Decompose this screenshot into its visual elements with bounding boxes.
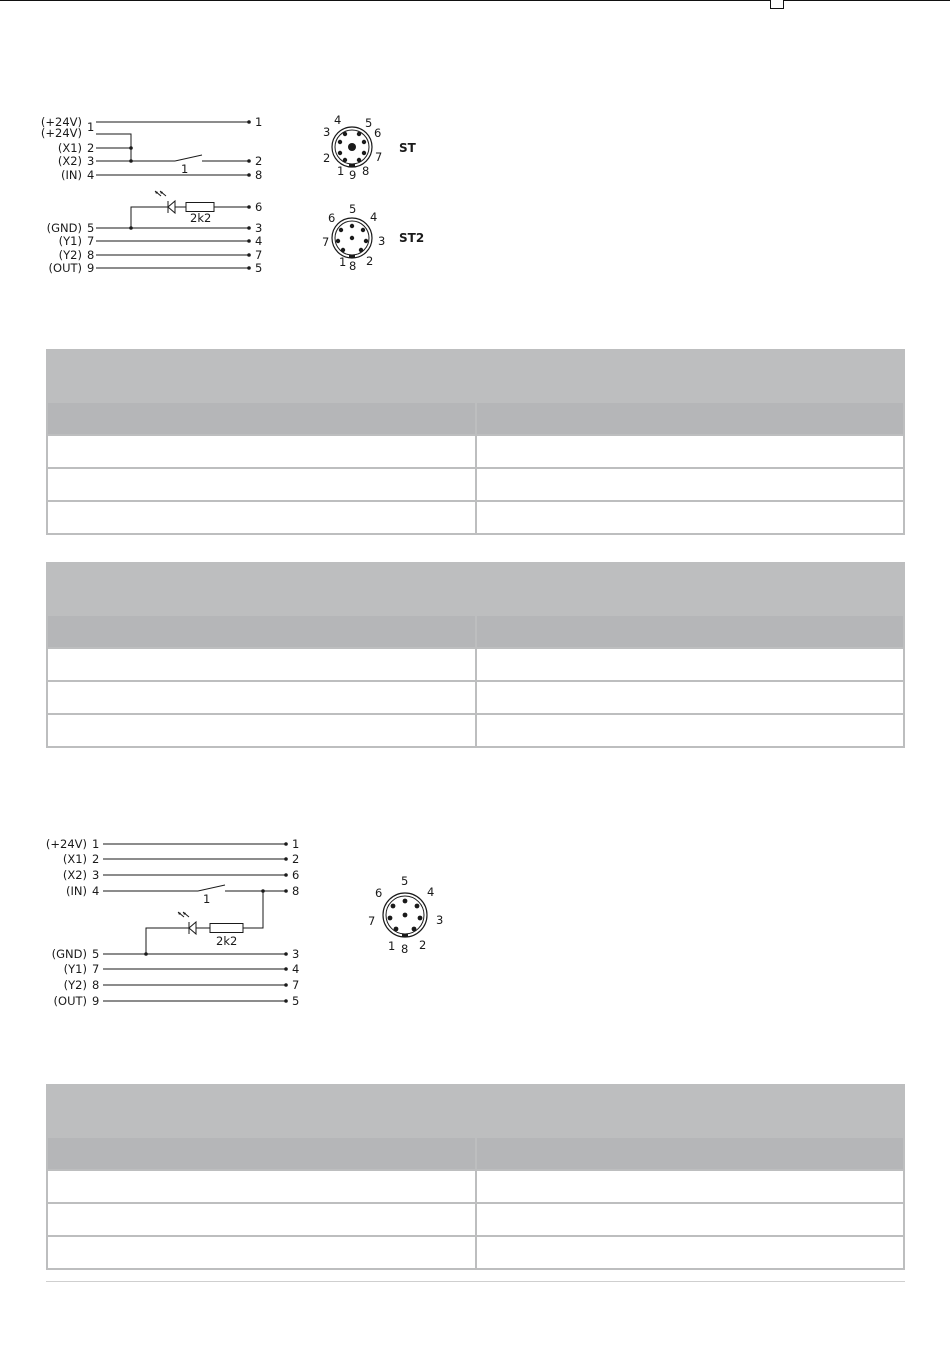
spec-table-3	[46, 1084, 905, 1270]
table-cell	[477, 1204, 903, 1235]
table-title-bar	[48, 1086, 903, 1136]
input-num-8: 8	[92, 978, 100, 992]
table-cell	[477, 682, 903, 713]
input-label-out: (OUT)	[53, 994, 87, 1008]
connector-pin-4: 4	[427, 885, 435, 899]
connector-pin-8: 8	[401, 942, 409, 956]
st2-pin-5: 5	[349, 202, 357, 216]
table-cell	[48, 1204, 475, 1235]
input-label-y2: (Y2)	[63, 978, 87, 992]
output-num-5: 5	[292, 994, 300, 1008]
input-num-4: 4	[92, 884, 100, 898]
input-num-5: 5	[87, 221, 95, 235]
input-num-2: 2	[92, 852, 100, 866]
st-pin-3: 3	[323, 125, 331, 139]
output-num-2: 2	[292, 852, 300, 866]
input-label-24v-a: (+24V)	[40, 115, 82, 129]
table-header-cell	[477, 616, 903, 647]
st2-pin-1: 1	[339, 255, 347, 269]
input-label-y1: (Y1)	[63, 962, 87, 976]
table-title-bar	[48, 564, 903, 614]
footer-rule	[46, 1281, 905, 1282]
table-cell	[477, 1237, 903, 1268]
output-num-1: 1	[255, 115, 263, 129]
st-pin-9: 9	[349, 168, 357, 182]
output-num-6: 6	[292, 868, 300, 882]
output-num-6: 6	[255, 200, 263, 214]
header-rule-notch	[770, 0, 784, 9]
st-pin-1: 1	[337, 164, 345, 178]
st-pin-2: 2	[323, 151, 331, 165]
st-pin-8: 8	[362, 164, 370, 178]
table-header-cell	[48, 1138, 475, 1169]
output-num-2: 2	[255, 154, 263, 168]
input-num-3: 3	[92, 868, 100, 882]
spec-table-2	[46, 562, 905, 748]
st-pin-5: 5	[365, 116, 373, 130]
connector-pin-5: 5	[401, 874, 409, 888]
input-label-x2: (X2)	[57, 154, 82, 168]
table-cell	[477, 436, 903, 467]
st-pin-6: 6	[374, 126, 382, 140]
input-num-7: 7	[92, 962, 100, 976]
connector-st-icon	[323, 113, 382, 182]
table-cell	[48, 1237, 475, 1268]
st-pin-7: 7	[375, 150, 383, 164]
st-pin-4: 4	[334, 113, 342, 127]
connector-pin-6: 6	[375, 886, 383, 900]
st2-pin-7: 7	[322, 235, 330, 249]
table-cell	[477, 502, 903, 533]
table-header-cell	[48, 403, 475, 434]
header-rule-left	[0, 0, 770, 1]
table-cell	[48, 1171, 475, 1202]
wiring-diagram-1	[0, 100, 470, 290]
table-cell	[48, 469, 475, 500]
input-num-9: 9	[87, 261, 95, 275]
table-cell	[477, 715, 903, 746]
table-header-cell	[48, 616, 475, 647]
input-num-1: 1	[92, 837, 100, 851]
input-label-y1: (Y1)	[58, 234, 82, 248]
output-num-3: 3	[292, 947, 300, 961]
input-num-8: 8	[87, 248, 95, 262]
table-header-cell	[477, 403, 903, 434]
output-num-4: 4	[292, 962, 300, 976]
spec-table-1	[46, 349, 905, 535]
input-label-gnd: (GND)	[46, 221, 82, 235]
connector-st2-label: ST2	[399, 231, 425, 245]
input-label-x1: (X1)	[62, 852, 87, 866]
input-label-gnd: (GND)	[51, 947, 87, 961]
connector-st2-icon	[322, 202, 385, 273]
connector-st-label: ST	[399, 141, 416, 155]
resistor-label: 2k2	[190, 211, 212, 225]
input-num-4: 4	[87, 168, 95, 182]
connector-pin-7: 7	[368, 914, 376, 928]
input-label-in: (IN)	[61, 168, 82, 182]
switch-label: 1	[181, 162, 189, 176]
output-num-1: 1	[292, 837, 300, 851]
table-cell	[48, 715, 475, 746]
input-num-7: 7	[87, 234, 95, 248]
input-num-3: 3	[87, 154, 95, 168]
table-cell	[477, 469, 903, 500]
st2-pin-6: 6	[328, 211, 336, 225]
connector-pin-2: 2	[419, 938, 427, 952]
input-label-y2: (Y2)	[58, 248, 82, 262]
input-label-out: (OUT)	[48, 261, 82, 275]
output-num-8: 8	[292, 884, 300, 898]
input-label-x2: (X2)	[62, 868, 87, 882]
connector-pin-3: 3	[436, 913, 444, 927]
st2-pin-8: 8	[349, 259, 357, 273]
header-rule-right	[784, 0, 950, 1]
wiring-diagram-2	[0, 825, 470, 1015]
table-cell	[48, 682, 475, 713]
input-num-2: 2	[87, 141, 95, 155]
st2-pin-4: 4	[370, 210, 378, 224]
table-cell	[477, 1171, 903, 1202]
output-num-5: 5	[255, 261, 263, 275]
output-num-7: 7	[255, 248, 263, 262]
table-cell	[48, 649, 475, 680]
table-title-bar	[48, 351, 903, 401]
table-header-cell	[477, 1138, 903, 1169]
output-num-3: 3	[255, 221, 263, 235]
input-label-in: (IN)	[66, 884, 87, 898]
table-cell	[48, 502, 475, 533]
connector-pin-1: 1	[388, 939, 396, 953]
input-num-9: 9	[92, 994, 100, 1008]
switch-label: 1	[203, 892, 211, 906]
connector-icon	[368, 874, 443, 956]
input-label-24v: (+24V)	[45, 837, 87, 851]
output-num-4: 4	[255, 234, 263, 248]
input-num-1: 1	[87, 120, 95, 134]
table-cell	[48, 436, 475, 467]
st2-pin-3: 3	[378, 234, 386, 248]
input-label-x1: (X1)	[57, 141, 82, 155]
output-num-7: 7	[292, 978, 300, 992]
input-num-5: 5	[92, 947, 100, 961]
output-num-8: 8	[255, 168, 263, 182]
st2-pin-2: 2	[366, 254, 374, 268]
resistor-label: 2k2	[216, 934, 238, 948]
table-cell	[477, 649, 903, 680]
input-label-24v-b: (+24V)	[40, 126, 82, 140]
